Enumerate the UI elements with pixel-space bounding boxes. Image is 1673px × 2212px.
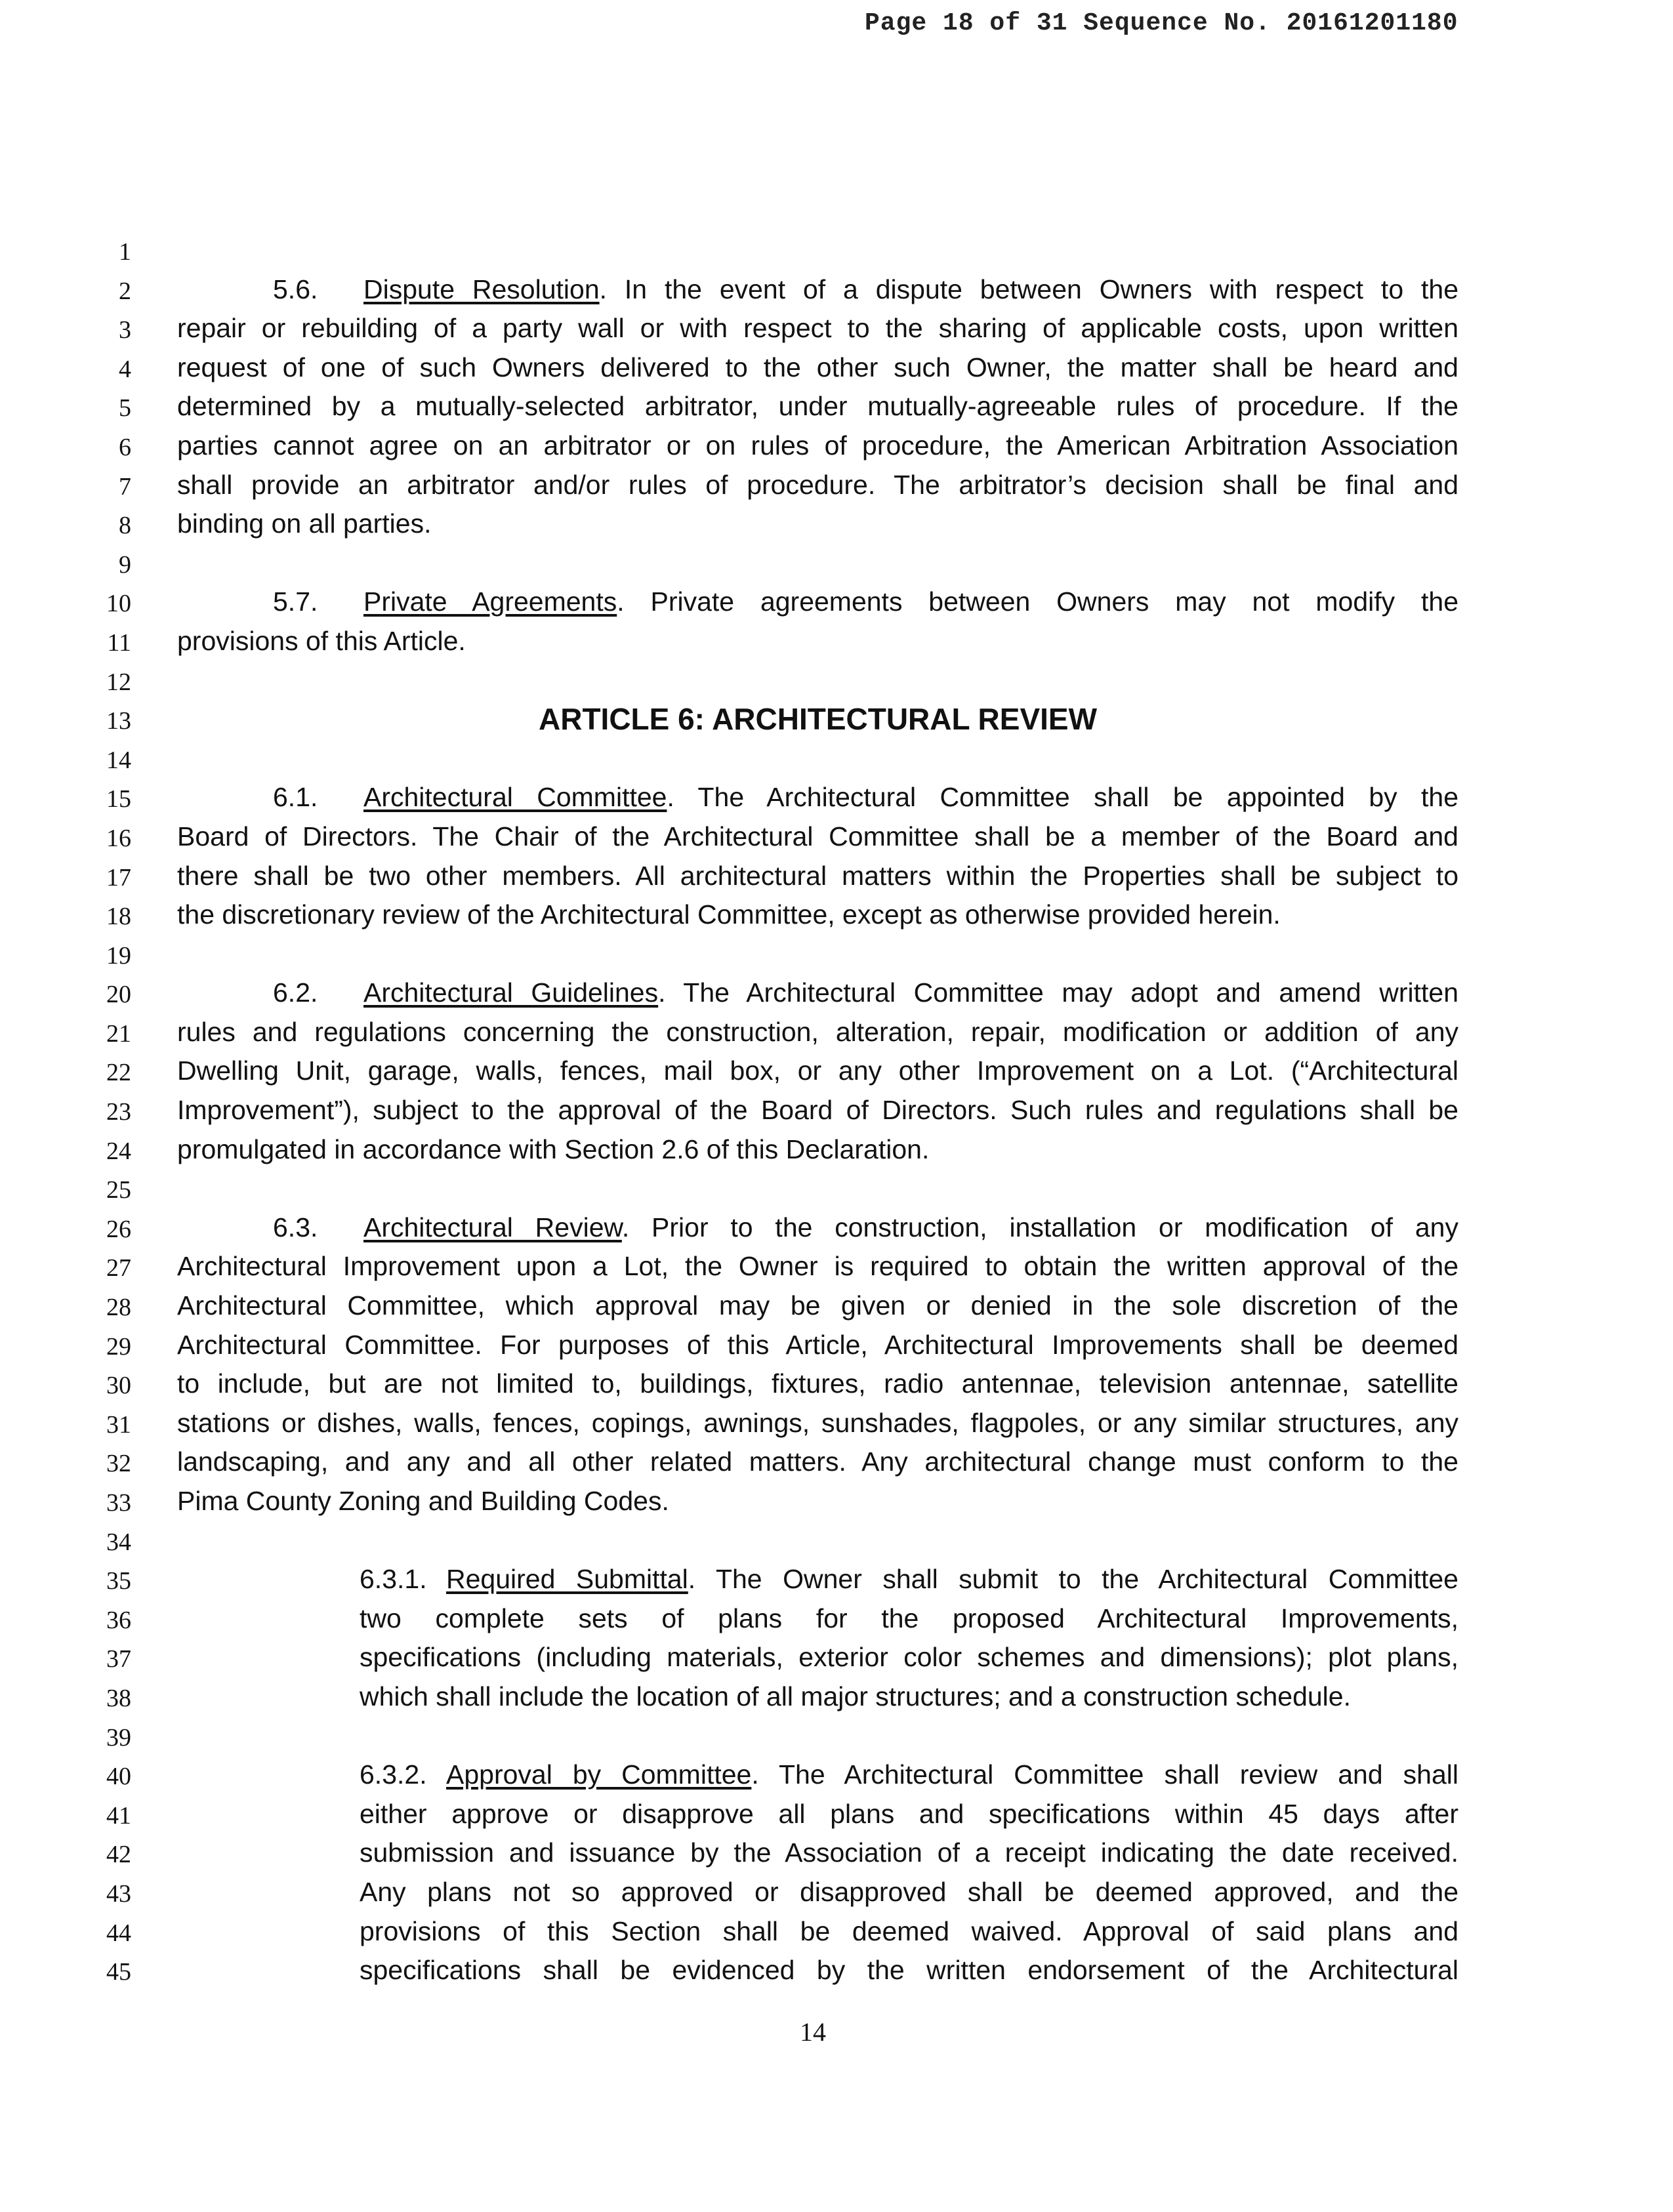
document-line [0,1523,1673,1562]
document-line [0,545,1673,584]
line-number: 33 [106,1489,131,1517]
document-line [0,1679,1673,1718]
document-line [0,1132,1673,1171]
document-line [0,1952,1673,1992]
document-line [0,1483,1673,1523]
document-body [0,232,1673,1992]
line-body: . The Architectural Committee shall review and shall [751,1759,1458,1790]
line-body: to include, but are not limited to, buildings, fixtures, radio antennae, television antennae, satellite [177,1368,1458,1399]
line-body: provisions of this Article. [177,625,466,656]
line-number: 17 [106,863,131,891]
document-line [0,1718,1673,1757]
document-line [0,1014,1673,1054]
line-body: Architectural Committee, which approval may be given or denied in the sole discretion of the [177,1290,1458,1321]
line-body: which shall include the location of all major structures; and a construction schedule. [360,1681,1351,1711]
section-number: 6.3.2. [360,1759,427,1790]
line-body: promulgated in accordance with Section 2.6 of this Declaration. [177,1134,930,1164]
document-line [0,1796,1673,1835]
section-title: Dispute Resolution [363,274,600,304]
line-text [360,1955,1458,1986]
line-number: 34 [106,1528,131,1556]
article-heading: ARTICLE 6: ARCHITECTURAL REVIEW [539,702,1097,737]
document-line [0,897,1673,936]
document-line [0,779,1673,819]
document-line [0,819,1673,858]
document-line [0,310,1673,350]
line-text [177,470,1458,501]
line-number: 37 [106,1645,131,1673]
line-body: repair or rebuilding of a party wall or with respect to the sharing of applicable costs, upon written [177,313,1458,344]
line-number: 1 [119,238,131,266]
section-number: 6.2. [273,977,318,1008]
document-line [0,428,1673,467]
line-text [177,977,1458,1008]
line-text [177,899,1458,930]
document-line [0,350,1673,389]
line-number: 26 [106,1215,131,1243]
line-text [177,1095,1458,1126]
document-line [0,858,1673,897]
document-line [0,467,1673,506]
section-title: Architectural Committee [363,782,667,813]
document-line [0,1874,1673,1914]
line-number: 3 [119,316,131,344]
line-text [177,1486,1458,1517]
line-number: 10 [106,590,131,618]
line-text [177,352,1458,383]
line-text [360,1837,1458,1868]
line-number: 5 [119,394,131,422]
section-title: Required Submittal [446,1564,688,1595]
section-number: 6.1. [273,782,318,813]
line-text [360,1877,1458,1908]
page-number: 14 [800,2017,826,2047]
line-number: 40 [106,1763,131,1791]
line-number: 22 [106,1059,131,1087]
line-text [177,782,1458,813]
line-number: 7 [119,472,131,501]
line-body: . Prior to the construction, installation or modification of any [621,1212,1458,1242]
line-body: Improvement”), subject to the approval of the Board of Directors. Such rules and regulations shall be [177,1095,1458,1126]
line-body: two complete sets of plans for the proposed Architectural Improvements, [360,1603,1458,1633]
section-number: 5.7. [273,586,318,617]
line-body: Board of Directors. The Chair of the Architectural Committee shall be a member of the Board and [177,821,1458,851]
line-body: provisions of this Section shall be deemed waived. Approval of said plans and [360,1915,1458,1946]
section-title: Approval by Committee [446,1759,752,1790]
section-title: Private Agreements [363,586,617,617]
line-text [177,1134,1458,1165]
line-number: 43 [106,1879,131,1908]
line-number: 15 [106,785,131,813]
line-number: 35 [106,1567,131,1595]
line-number: 41 [106,1801,131,1830]
line-text [360,1603,1458,1634]
document-line [0,701,1673,741]
line-text [177,1251,1458,1282]
line-body: . Private agreements between Owners may not modify the [617,586,1458,617]
document-line [0,1170,1673,1210]
line-text [360,1681,1458,1712]
line-body: request of one of such Owners delivered to the other such Owner, the matter shall be heard and [177,352,1458,382]
section-title: Architectural Guidelines [363,977,659,1008]
document-line [0,1914,1673,1953]
line-body: stations or dishes, walls, fences, copings, awnings, sunshades, flagpoles, or any similar structures, any [177,1407,1458,1438]
line-body: Pima County Zoning and Building Codes. [177,1486,669,1516]
line-number: 14 [106,746,131,774]
line-body: submission and issuance by the Association of a receipt indicating the date received. [360,1837,1458,1868]
line-number: 30 [106,1372,131,1400]
document-line [0,506,1673,545]
line-text [360,1759,1458,1790]
document-line [0,1327,1673,1366]
document-line [0,1092,1673,1132]
section-title: Architectural Review [363,1212,622,1242]
line-text [177,1446,1458,1477]
document-line [0,1248,1673,1288]
line-number: 21 [106,1019,131,1048]
line-body: Dwelling Unit, garage, walls, fences, mail box, or any other Improvement on a Lot. (“Architectural [177,1055,1458,1086]
line-text [177,1290,1458,1321]
document-line [0,1601,1673,1640]
line-text [360,1799,1458,1830]
line-number: 11 [107,628,131,657]
document-line [0,663,1673,702]
line-number: 28 [106,1294,131,1322]
line-number: 9 [119,550,131,579]
line-body: . The Architectural Committee may adopt and amend written [658,977,1459,1008]
line-text [177,508,1458,539]
line-text [177,430,1458,461]
line-number: 36 [106,1606,131,1634]
line-body: landscaping, and any and all other related matters. Any architectural change must conform to the [177,1446,1458,1477]
document-line [0,1757,1673,1796]
line-number: 12 [106,668,131,696]
line-text [360,1564,1458,1595]
document-line [0,936,1673,975]
line-number: 24 [106,1137,131,1165]
line-body: parties cannot agree on an arbitrator or on rules of procedure, the American Arbitration Association [177,430,1458,461]
document-line [0,1405,1673,1444]
line-number: 18 [106,903,131,931]
line-text [177,1368,1458,1399]
line-body: determined by a mutually-selected arbitrator, under mutually-agreeable rules of procedure. If the [177,391,1458,422]
document-line [0,741,1673,780]
line-text [177,1055,1458,1086]
section-number: 6.3. [273,1212,318,1242]
line-number: 13 [106,707,131,735]
document-line [0,388,1673,428]
document-line [0,1639,1673,1679]
document-line [0,232,1673,272]
line-body: there shall be two other members. All architectural matters within the Properties shall be subject to [177,860,1458,891]
line-body: . The Owner shall submit to the Architectural Committee [688,1564,1458,1595]
line-body: Architectural Improvement upon a Lot, the Owner is required to obtain the written approval of the [177,1251,1458,1282]
page-header-sequence: Page 18 of 31 Sequence No. 20161201180 [865,9,1458,37]
line-body: the discretionary review of the Architectural Committee, except as otherwise provided herein. [177,899,1281,930]
line-text [177,626,1458,657]
line-number: 19 [106,941,131,970]
document-line [0,1210,1673,1249]
line-number: 8 [119,512,131,540]
line-text [360,1916,1458,1947]
line-text [177,274,1458,305]
document-line [0,272,1673,311]
line-body: Architectural Committee. For purposes of this Article, Architectural Improvements shall be deemed [177,1329,1458,1360]
line-text [177,861,1458,891]
line-body: rules and regulations concerning the construction, alteration, repair, modification or addition of any [177,1016,1458,1047]
line-text [177,821,1458,852]
document-line [0,1288,1673,1327]
document-line [0,975,1673,1014]
document-line [0,1835,1673,1874]
line-text [177,586,1458,617]
line-number: 4 [119,355,131,383]
document-line [0,1053,1673,1092]
line-number: 6 [119,433,131,461]
line-body: either approve or disapprove all plans and specifications within 45 days after [360,1798,1458,1829]
section-number: 6.3.1. [360,1564,427,1595]
document-line [0,1444,1673,1483]
line-text [177,1408,1458,1439]
line-number: 42 [106,1841,131,1869]
line-body: . In the event of a dispute between Owners with respect to the [599,274,1458,304]
line-body: binding on all parties. [177,508,432,539]
line-text [177,313,1458,344]
line-number: 27 [106,1254,131,1282]
line-text [177,1330,1458,1361]
line-number: 32 [106,1450,131,1478]
line-number: 16 [106,824,131,852]
line-body: specifications shall be evidenced by the written endorsement of the Architectural [360,1955,1458,1986]
line-number: 31 [106,1410,131,1439]
line-text [177,391,1458,422]
line-body: . The Architectural Committee shall be appointed by the [667,782,1458,813]
line-number: 39 [106,1723,131,1751]
line-number: 45 [106,1958,131,1986]
line-number: 2 [119,277,131,305]
line-body: Any plans not so approved or disapproved shall be deemed approved, and the [360,1876,1458,1907]
document-line [0,623,1673,663]
line-number: 20 [106,981,131,1009]
line-body: specifications (including materials, exterior color schemes and dimensions); plot plans, [360,1642,1458,1673]
line-number: 25 [106,1176,131,1204]
line-number: 29 [106,1332,131,1361]
line-number: 23 [106,1098,131,1126]
line-text [177,1017,1458,1048]
line-text [177,1212,1458,1243]
document-line [0,1366,1673,1405]
document-line [0,1561,1673,1601]
line-number: 44 [106,1919,131,1947]
line-text [360,1642,1458,1673]
document-line [0,584,1673,623]
line-number: 38 [106,1684,131,1712]
line-body: shall provide an arbitrator and/or rules of procedure. The arbitrator’s decision shall be final and [177,469,1458,500]
section-number: 5.6. [273,274,318,304]
